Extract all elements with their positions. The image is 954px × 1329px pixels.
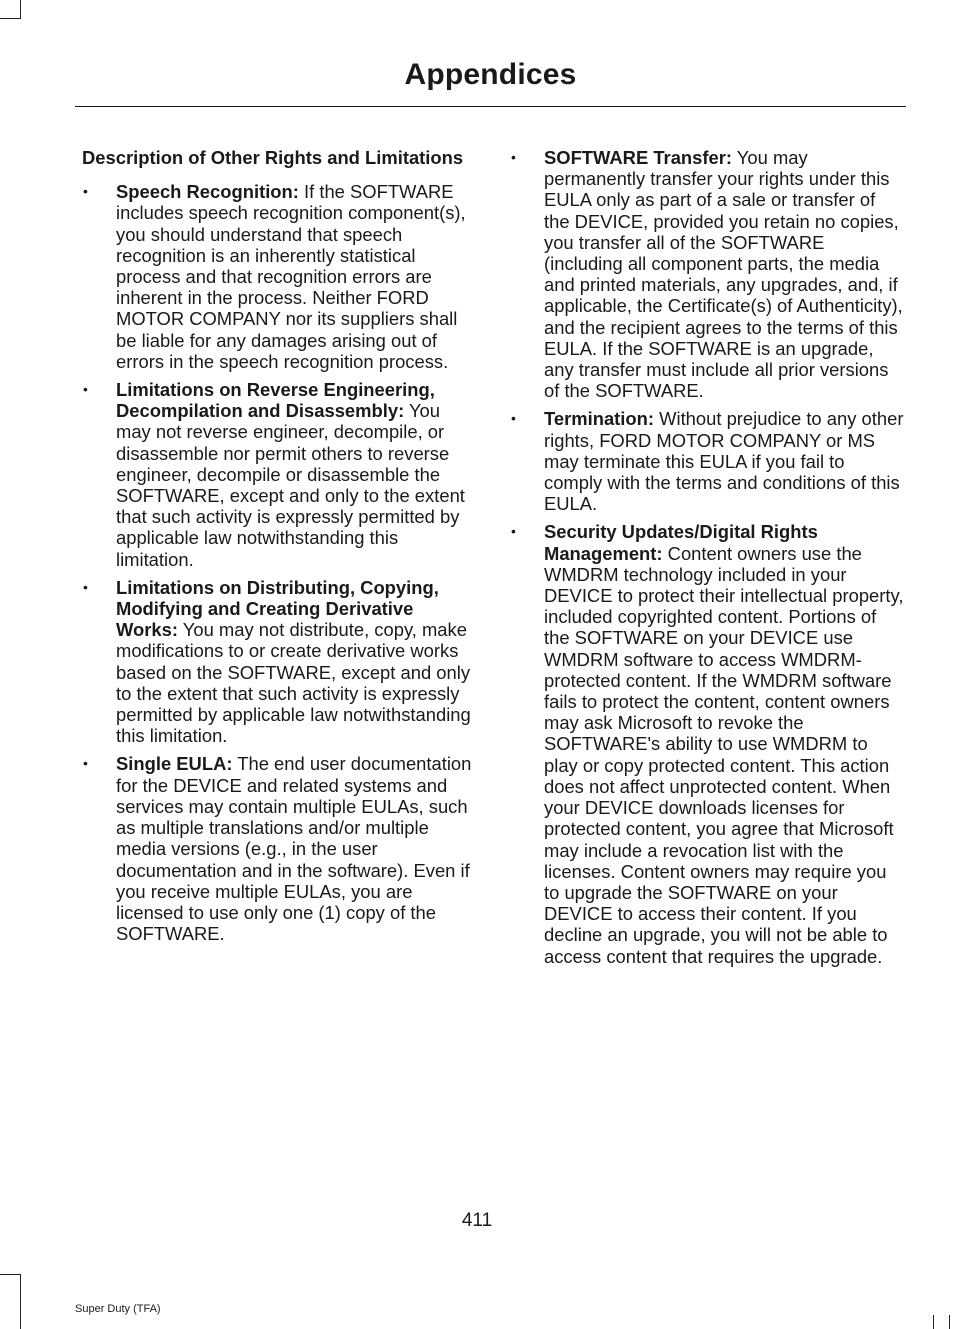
bullet-icon: • bbox=[511, 523, 516, 540]
item-text: If the SOFTWARE includes speech recognition component(s), you should understand that speech recognition is an inherently statistical process and that recognition errors are inherent in the process. Neither FORD MOTOR COMPANY nor its suppliers shall be liable for any damages arising out of errors in the speech recognition process. bbox=[116, 181, 466, 372]
list-item-single-eula bbox=[82, 753, 474, 944]
term: Termination: bbox=[544, 408, 655, 430]
list-item-reverse-engineering bbox=[82, 379, 474, 570]
item-text: The end user documentation for the DEVICE and related systems and services may contain multiple EULAs, such as multiple translations and/or multiple media versions (e.g., in the user documentation and in the software). Even if you receive multiple EULAs, you are licensed to use only one (1) copy of the SOFTWARE. bbox=[116, 753, 472, 945]
bullet-icon: • bbox=[511, 410, 516, 427]
list-item-software-transfer bbox=[510, 147, 904, 401]
crop-mark-bottom-right-right bbox=[949, 1315, 950, 1329]
bullet-icon: • bbox=[83, 381, 88, 398]
left-column bbox=[82, 147, 474, 951]
crop-mark-top-left-horizontal bbox=[0, 18, 21, 19]
list-item-termination bbox=[510, 408, 904, 514]
crop-mark-bottom-left-vertical bbox=[20, 1274, 21, 1329]
crop-mark-top-left-vertical bbox=[20, 0, 21, 18]
term: SOFTWARE Transfer: bbox=[544, 147, 733, 168]
section-heading: Description of Other Rights and Limitations bbox=[82, 147, 464, 168]
item-text: You may not reverse engineer, decompile, or disassemble nor permit others to reverse engineer, decompile or disassemble the SOFTWARE, except and only to the extent that such activity is expressly permitted by applicable law notwithstanding this limitation. bbox=[116, 400, 465, 570]
term: Limitations on Distributing, Copying, Modifying and Creating Derivative Works: bbox=[116, 576, 439, 641]
right-bullet-list bbox=[510, 147, 904, 967]
page-number: 411 bbox=[461, 1210, 493, 1231]
crop-mark-bottom-left-horizontal bbox=[0, 1274, 21, 1275]
crop-mark-bottom-right-left bbox=[933, 1315, 934, 1329]
list-item-security-updates bbox=[510, 521, 904, 966]
page-title: Appendices bbox=[404, 58, 577, 91]
term: Limitations on Reverse Engineering, Decompilation and Disassembly: bbox=[116, 379, 435, 422]
item-text: Content owners use the WMDRM technology included in your DEVICE to protect their intellectual property, included copyrighted content. Portions of the SOFTWARE on your DEVICE use WMDRM software to access WMDRM-protected content. If the WMDRM software fails to protect the content, content owners may ask Microsoft to revoke the SOFTWARE's ability to use WMDRM to play or copy protected content. This action does not affect unprotected content. When your DEVICE downloads licenses for protected content, you agree that Microsoft may include a revocation list with the licenses. Content owners may require you to upgrade the SOFTWARE on your DEVICE to access their content. If you decline an upgrade, you will not be able to access content that requires the upgrade. bbox=[544, 542, 904, 967]
left-bullet-list bbox=[82, 181, 474, 944]
item-text: You may not distribute, copy, make modifications to or create derivative works based on the SOFTWARE, except and only to the extent that such activity is expressly permitted by applicable law notwithstanding this limitation. bbox=[116, 619, 471, 747]
list-item-distributing bbox=[82, 577, 474, 747]
bullet-icon: • bbox=[83, 578, 88, 595]
term: Security Updates/Digital Rights Management: bbox=[544, 521, 818, 564]
bullet-icon: • bbox=[511, 149, 516, 165]
term: Single EULA: bbox=[116, 753, 233, 775]
footer-document-name: Super Duty (TFA) bbox=[75, 1303, 161, 1315]
bullet-icon: • bbox=[83, 755, 88, 772]
list-item-speech-recognition bbox=[82, 181, 474, 372]
item-text: You may permanently transfer your rights under this EULA only as part of a sale or transfer of the DEVICE, provided you retain no copies, you transfer all of the SOFTWARE (including all component parts, the media and printed materials, any upgrades, and, if applicable, the Certificate(s) of Authenticity), and the recipient agrees to the terms of this EULA. If the SOFTWARE is an upgrade, any transfer must include all prior versions of the SOFTWARE. bbox=[544, 147, 903, 402]
header-rule bbox=[75, 106, 906, 107]
term: Speech Recognition: bbox=[116, 181, 299, 203]
right-column bbox=[510, 147, 904, 974]
item-text: Without prejudice to any other rights, FORD MOTOR COMPANY or MS may terminate this EULA if you fail to comply with the terms and conditions of this EULA. bbox=[544, 408, 904, 515]
bullet-icon: • bbox=[83, 183, 88, 200]
